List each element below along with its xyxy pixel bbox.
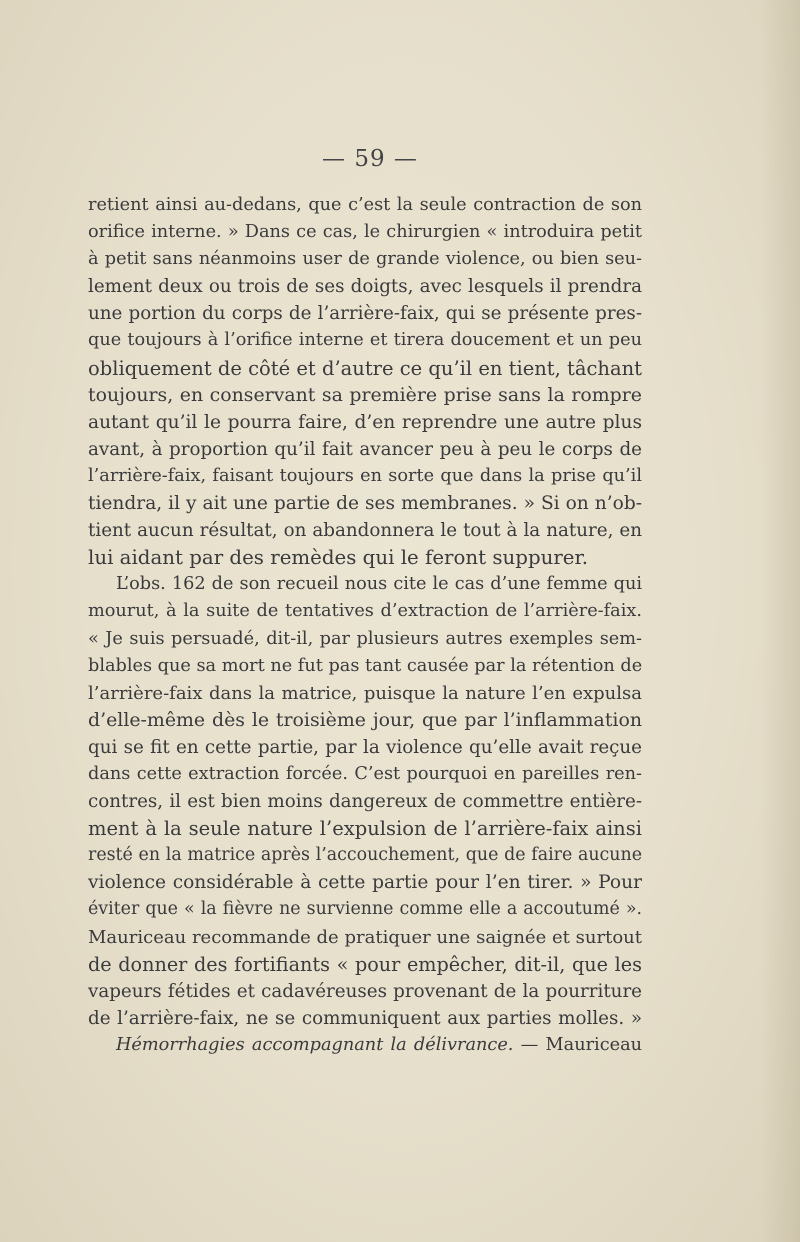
- paragraph-end-line: lui aidant par des remèdes qui le feront suppurer.: [88, 546, 589, 570]
- text-line: dans cette extraction forcée. C’est pourquoi en pareilles ren-: [88, 763, 642, 784]
- text-line: Mauriceau recommande de pratiquer une saignée et surtout: [88, 926, 642, 948]
- text-line: qui se fit en cette partie, par la violence qu’elle avait reçue: [88, 736, 642, 758]
- section-heading-rest: — Mauriceau: [513, 1034, 643, 1055]
- page-number: — 59 —: [322, 146, 418, 172]
- text-line: toujours, en conservant sa première prise sans la rompre: [88, 383, 642, 406]
- text-line: d’elle-même dès le troisième jour, que par l’inflammation: [88, 708, 642, 731]
- page-edge-shadow: [760, 0, 800, 1242]
- text-line: retient ainsi au-dedans, que c’est la seule contraction de son: [88, 195, 642, 215]
- text-line: blables que sa mort ne fut pas tant causée par la rétention de: [88, 655, 643, 676]
- text-line: avant, à proportion qu’il fait avancer peu à peu le corps de: [88, 438, 642, 460]
- text-line: resté en la matrice après l’accouchement, que de faire aucune: [88, 845, 642, 866]
- text-line: contres, il est bien moins dangereux de commettre entière-: [88, 791, 642, 813]
- text-line: autant qu’il le pourra faire, d’en reprendre une autre plus: [88, 411, 642, 433]
- text-line: « Je suis persuadé, dit-il, par plusieurs autres exemples sem-: [88, 628, 642, 649]
- text-line: obliquement de côté et d’autre ce qu’il en tient, tâchant: [88, 356, 642, 380]
- text-line: que toujours à l’orifice interne et tirera doucement et un peu: [88, 330, 642, 351]
- text-line: à petit sans néanmoins user de grande violence, ou bien seu-: [88, 249, 642, 270]
- paragraph-start-line: L’obs. 162 de son recueil nous cite le cas d’une femme qui: [116, 574, 642, 595]
- section-heading-italic: Hémorrhagies accompagnant la délivrance.: [116, 1034, 514, 1055]
- text-line: l’arrière-faix, faisant toujours en sorte que dans la prise qu’il: [88, 465, 642, 486]
- text-line: tiendra, il y ait une partie de ses membranes. » Si on n’ob-: [88, 493, 642, 515]
- text-line: éviter que « la fièvre ne survienne comme elle a accoutumé ».: [88, 899, 642, 920]
- text-line: vapeurs fétides et cadavéreuses provenant de la pourriture: [88, 980, 642, 1002]
- body-text: [88, 192, 642, 1059]
- text-line: lement deux ou trois de ses doigts, avec lesquels il prendra: [88, 276, 642, 298]
- text-line: orifice interne. » Dans ce cas, le chirurgien « introduira petit: [88, 222, 642, 243]
- text-line: de l’arrière-faix, ne se communiquent aux parties molles. »: [88, 1007, 642, 1029]
- text-line: ment à la seule nature l’expulsion de l’arrière-faix ainsi: [88, 817, 642, 841]
- text-line: l’arrière-faix dans la matrice, puisque la nature l’en expulsa: [88, 682, 642, 704]
- text-line: tient aucun résultat, on abandonnera le tout à la nature, en: [88, 520, 642, 542]
- text-line: mourut, à la suite de tentatives d’extraction de l’arrière-faix.: [88, 601, 642, 622]
- text-line: violence considérable à cette partie pour l’en tirer. » Pour: [88, 872, 642, 894]
- text-line: de donner des fortifiants « pour empêcher, dit-il, que les: [88, 952, 642, 976]
- section-heading-line: [88, 1032, 642, 1059]
- text-line: une portion du corps de l’arrière-faix, qui se présente pres-: [88, 303, 642, 325]
